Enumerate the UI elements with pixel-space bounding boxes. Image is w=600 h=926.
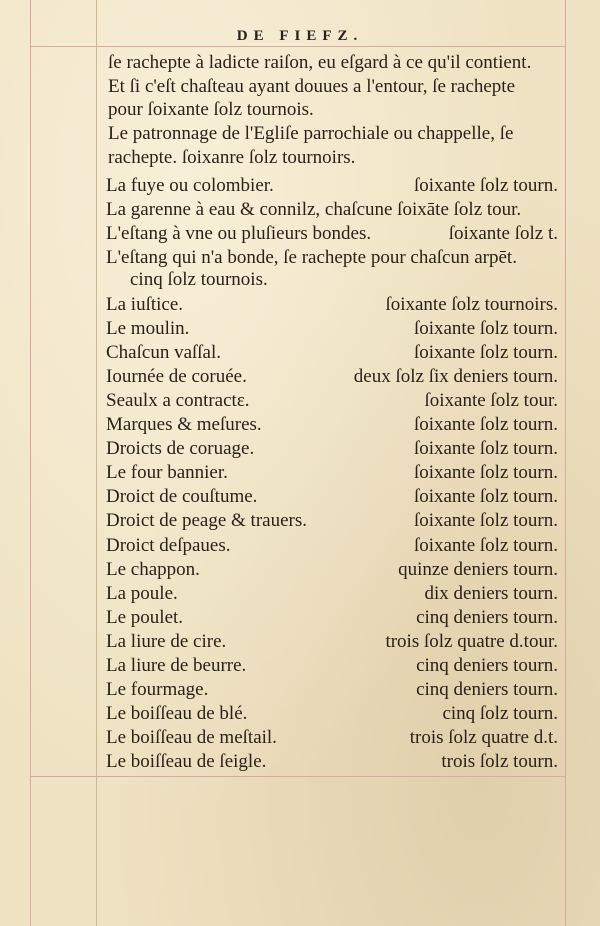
entry-row (106, 630, 558, 653)
entry-row (106, 222, 558, 245)
entry-price: cinq deniers tourn. (416, 606, 558, 628)
entry-row (106, 702, 558, 725)
entry-price: cinq deniers tourn. (416, 654, 558, 676)
entry-item: Droict de couſtume. (106, 486, 258, 508)
header-rule (30, 46, 566, 47)
entry-price: deux ſolz ſix deniers tourn. (353, 366, 558, 388)
text-line: rachepte. ſoixanre ſolz tournoirs. (108, 147, 356, 168)
gutter-line (96, 0, 97, 926)
entry-row (106, 317, 558, 340)
entry-price: ſoixante ſolz tourn. (413, 175, 558, 196)
entry-row (106, 534, 558, 557)
entry-item: Le fourmage. (106, 678, 209, 700)
entry-price: ſoixante ſolz tourn. (413, 486, 558, 508)
entry-row (106, 365, 558, 388)
entry-item: Droict deſpaues. (106, 534, 231, 556)
entry-price: cinq ſolz tourn. (442, 702, 558, 724)
entry-item: La garenne à eau & connilz, chaſcune ſoixāte ſolz tour. (106, 199, 522, 220)
entry-row (106, 413, 558, 436)
entry-price: ſoixante ſolz tour. (424, 390, 558, 412)
entry-price: ſoixante ſolz tourn. (413, 510, 558, 532)
text-line: Le patronnage de l'Egliſe parrochiale ou chappelle, ſe (108, 123, 514, 144)
entry-row (106, 558, 558, 581)
entry-item: La liure de cire. (106, 630, 227, 652)
entry-price: ſoixante ſolz tournoirs. (385, 294, 558, 315)
entry-row (106, 606, 558, 629)
entry-item: Le four bannier. (106, 462, 228, 484)
entry-price: ſoixante ſolz t. (448, 223, 558, 244)
entry-row (106, 461, 558, 484)
entry-row (106, 582, 558, 605)
entry-item: Chaſcun vaſſal. (106, 342, 222, 364)
entry-item: Droicts de coruage. (106, 438, 255, 460)
text-line: ſe rachepte à ladicte raiſon, eu eſgard à ce qu'il contient. (108, 52, 532, 73)
entry-row (106, 174, 558, 197)
entry-price: trois ſolz quatre d.tour. (385, 630, 558, 652)
entry-price: dix deniers tourn. (424, 582, 558, 604)
right-margin-rule (565, 0, 566, 926)
entry-item: Le boiſſeau de meſtail. (106, 726, 277, 748)
entry-price: ſoixante ſolz tourn. (413, 534, 558, 556)
left-margin-rule (30, 0, 31, 926)
entry-item: Le boiſſeau de blé. (106, 702, 248, 724)
entry-row (106, 726, 558, 749)
entry-item: Iournée de coruée. (106, 366, 247, 388)
entry-item: La poule. (106, 582, 178, 604)
entry-item: La liure de beurre. (106, 654, 247, 676)
entry-item: Droict de peage & trauers. (106, 510, 307, 532)
entry-item: Le moulin. (106, 318, 190, 340)
entry-row (106, 654, 558, 677)
running-header: DE FIEFZ. (236, 28, 364, 44)
entry-price: trois ſolz quatre d.t. (409, 726, 558, 748)
entry-row (106, 198, 558, 221)
entry-item: Le poulet. (106, 606, 184, 628)
entry-item: La iuſtice. (106, 294, 184, 315)
entry-item: Le boiſſeau de ſeigle. (106, 750, 267, 772)
text-line: L'eſtang qui n'a bonde, ſe rachepte pour chaſcun arpēt. (106, 247, 517, 268)
entry-row (106, 341, 558, 364)
entry-item: Seaulx a contractɛ. (106, 390, 250, 412)
entry-item: L'eſtang à vne ou pluſieurs bondes. (106, 223, 372, 244)
entry-item: Le chappon. (106, 558, 200, 580)
entry-price: ſoixante ſolz tourn. (413, 462, 558, 484)
entry-price: cinq deniers tourn. (416, 678, 558, 700)
entry-item: La fuye ou colombier. (106, 175, 274, 196)
entry-price: trois ſolz tourn. (441, 750, 558, 772)
text-line: pour ſoixante ſolz tournois. (108, 99, 314, 120)
entry-row (106, 437, 558, 460)
entry-item: Marques & meſures. (106, 414, 262, 436)
text-line: cinq ſolz tournois. (130, 269, 268, 290)
entry-row (106, 293, 558, 316)
entry-row (106, 389, 558, 412)
entry-price: ſoixante ſolz tourn. (413, 318, 558, 340)
entry-price: ſoixante ſolz tourn. (413, 414, 558, 436)
entry-price: quinze deniers tourn. (398, 558, 558, 580)
entry-row (106, 678, 558, 701)
entry-row (106, 485, 558, 508)
entry-row (106, 509, 558, 532)
entry-price: ſoixante ſolz tourn. (413, 438, 558, 460)
entry-price: ſoixante ſolz tourn. (413, 342, 558, 364)
text-line: Et ſi c'eſt chaſteau ayant douues a l'entour, ſe rachepte (108, 76, 516, 97)
entry-row (106, 750, 558, 773)
bottom-rule (30, 776, 566, 777)
